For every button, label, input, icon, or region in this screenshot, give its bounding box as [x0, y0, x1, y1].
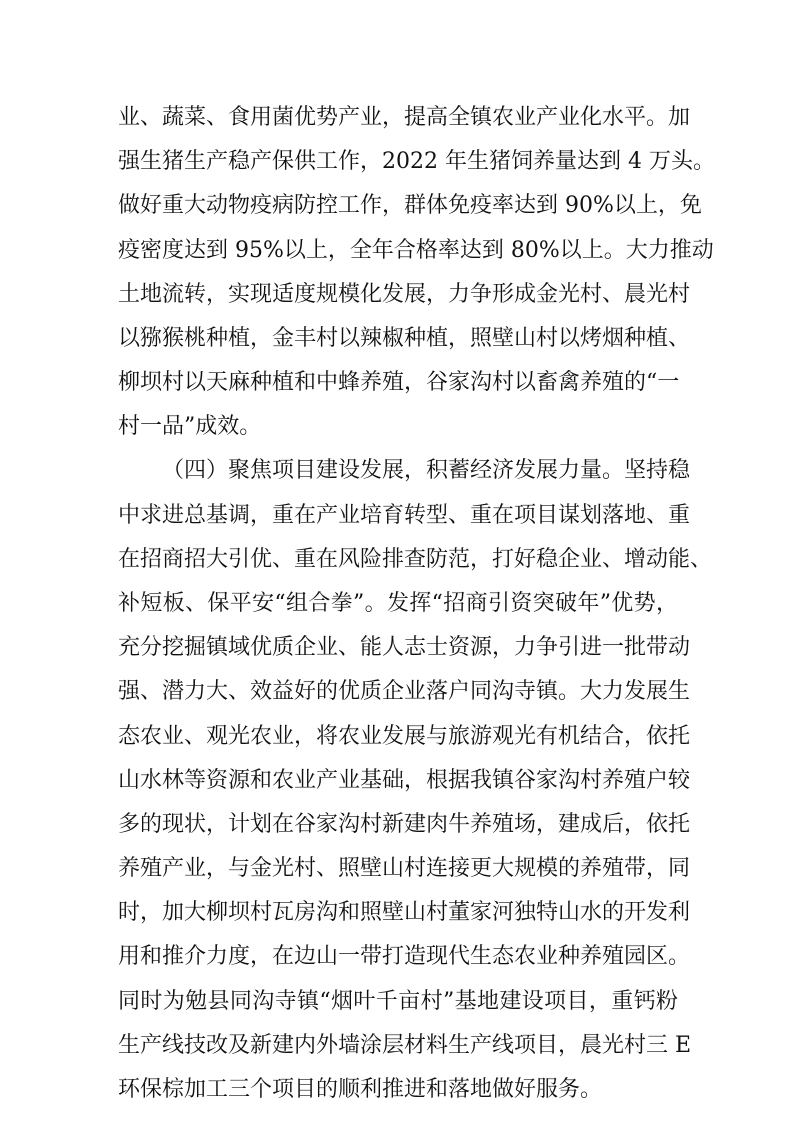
- text-line: 环保棕加工三个项目的顺利推进和落地做好服务。: [118, 1077, 603, 1102]
- text-line: 村一品”成效。: [118, 414, 262, 439]
- text-line: 生产线技改及新建内外墙涂层材料生产线项目，晨光村三 E: [118, 1033, 692, 1058]
- text-line: 以猕猴桃种植，金丰村以辣椒种植，照壁山村以烤烟种植、: [118, 326, 691, 351]
- text-line: 土地流转，实现适度规模化发展，力争形成金光村、晨光村: [118, 282, 691, 307]
- text-line: 补短板、保平安“组合拳”。发挥“招商引资突破年”优势，: [118, 591, 678, 616]
- text-line: 强生猪生产稳产保供工作，2022 年生猪饲养量达到 4 万头。: [118, 149, 715, 174]
- text-line: 在招商招大引优、重在风险排查防范，打好稳企业、增动能、: [118, 547, 713, 572]
- text-line: 时，加大柳坝村瓦房沟和照壁山村董家河独特山水的开发利: [118, 900, 691, 925]
- text-line: 强、潜力大、效益好的优质企业落户同沟寺镇。大力发展生: [118, 679, 691, 704]
- text-line: 态农业、观光农业，将农业发展与旅游观光有机结合，依托: [118, 724, 691, 749]
- section-heading-line: （四）聚焦项目建设发展，积蓄经济发展力量。坚持稳: [162, 458, 691, 483]
- text-line: 做好重大动物疫病防控工作，群体免疫率达到 90%以上，免: [118, 193, 702, 218]
- text-line: 业、蔬菜、食用菌优势产业，提高全镇农业产业化水平。加: [118, 105, 691, 130]
- text-line: 养殖产业，与金光村、照壁山村连接更大规模的养殖带，同: [118, 856, 691, 881]
- text-line: 中求进总基调，重在产业培育转型、重在项目谋划落地、重: [118, 503, 691, 528]
- text-line: 山水林等资源和农业产业基础，根据我镇谷家沟村养殖户较: [118, 768, 691, 793]
- text-line: 用和推介力度，在边山一带打造现代生态农业种养殖园区。: [118, 944, 691, 969]
- text-line: 疫密度达到 95%以上，全年合格率达到 80%以上。大力推动: [118, 238, 714, 263]
- text-line: 柳坝村以天麻种植和中蜂养殖，谷家沟村以畜禽养殖的“一: [118, 370, 680, 395]
- text-line: 充分挖掘镇域优质企业、能人志士资源，力争引进一批带动: [118, 635, 691, 660]
- text-line: 同时为勉县同沟寺镇“烟叶千亩村”基地建设项目，重钙粉: [118, 989, 678, 1014]
- text-line: 多的现状，计划在谷家沟村新建肉牛养殖场，建成后，依托: [118, 812, 691, 837]
